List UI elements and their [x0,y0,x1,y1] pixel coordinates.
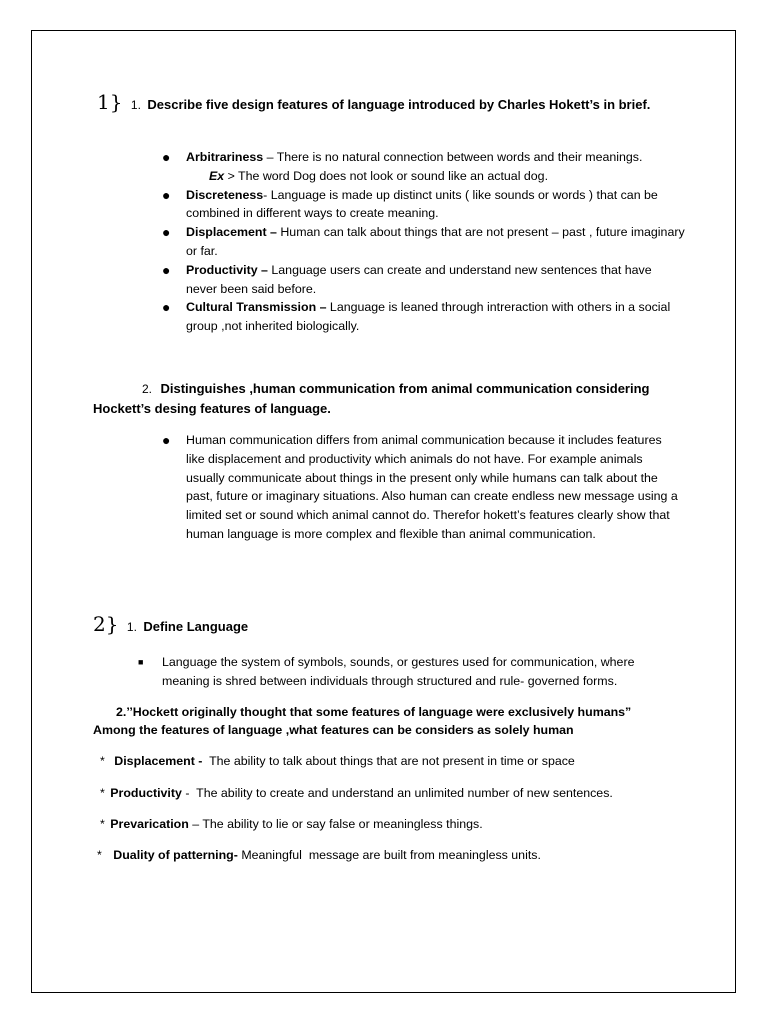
bullet-icon: ● [162,299,171,316]
question-2-number: 2. [142,382,153,396]
feature-term: Discreteness [186,187,264,202]
square-bullet-icon: ■ [138,657,144,667]
define-number: 1. [126,620,137,634]
star-term: Prevarication [110,817,189,831]
question-1-title: Describe five design features of language introduced by Charles Hokett’s in brief. [147,97,651,112]
star-item [100,752,575,770]
feature-text: Language users can create and understand new sentences that have never been said before. [186,262,652,296]
question-2b-line1: 2.’’Hockett originally thought that some features of language were exclusively humans” [116,705,632,719]
bullet-icon: ● [162,261,171,278]
feature-text: There is no natural connection between words and their meanings. [276,150,643,164]
question-2-line-1 [93,379,693,399]
feature-item [162,186,686,224]
example-label: Ex [209,168,225,183]
star-icon: * [100,786,105,800]
bullet-icon: ● [162,186,171,203]
star-term: Displacement - [114,754,203,768]
answer-2 [162,431,681,544]
star-text: - The ability to create and understand an unlimited number of new sentences. [181,786,613,800]
definition [138,653,682,691]
feature-term: Productivity – [186,262,268,277]
example-text: > The word Dog does not look or sound like an actual dog. [224,168,549,183]
star-item [100,784,613,802]
feature-text: Language is leaned through intreraction with others in a social group ,not inherited biologically. [186,300,671,334]
answer-2-text: Human communication differs from animal communication because it includes features like displacement and productivity which animals do not have. For example animals usually communicate about things in the present only while humans can talk about the past, future or imaginary situations. Also human can create endless new message using a limited set or sound which animal cannot do. Therefor hokett’s features clearly show that human language is more complex and flexible than animal communication. [186,433,678,541]
definition-item [138,653,682,691]
bullet-icon: ● [162,149,171,165]
question-2-title-line2: Hockett’s desing features of language. [93,401,331,416]
define-title: Define Language [143,619,249,634]
star-item [97,846,541,864]
star-term: Duality of patterning- [113,848,238,862]
feature-item [162,223,686,261]
bullet-icon: ● [162,224,171,241]
star-text: The ability to talk about things that are not present in time or space [202,754,575,768]
example-line [186,167,686,186]
star-term: Productivity [110,786,182,800]
feature-term: Cultural Transmission – [186,300,327,315]
feature-text: Language is made up distinct units ( like sounds or words ) that can be combined in different ways to create meaning. [186,187,658,221]
feature-item [162,261,686,299]
section-1-marker: 1} [97,90,123,114]
section-2-marker: 2} [93,612,119,636]
star-icon: * [97,848,102,862]
section-1-heading [97,92,650,115]
feature-term: Displacement – [186,225,277,240]
star-item [100,815,483,833]
star-icon: * [100,754,105,768]
feature-item [162,298,686,336]
answer-2-item [162,431,681,544]
feature-text: Human can talk about things that are not present – past , future imaginary or far. [186,225,685,258]
section-2-heading [93,614,248,637]
definition-text: Language the system of symbols, sounds, or gestures used for communication, where meaning is shred between individuals through structured and rule- governed forms. [162,655,635,688]
question-1-number: 1. [130,98,141,112]
features-list [162,148,686,336]
star-text: Meaningful message are built from meaningless units. [237,848,541,862]
question-2b-line2: Among the features of language ,what features can be considers as solely human [93,723,574,737]
feature-item [162,148,686,186]
feature-separator: – [263,150,277,164]
star-icon: * [100,817,105,831]
question-2-heading [93,379,693,419]
question-2-title-line1: Distinguishes ,human communication from animal communication considering [160,381,650,396]
bullet-icon: ● [162,432,171,448]
feature-separator: - [263,187,271,202]
star-text: – The ability to lie or say false or meaningless things. [188,817,483,831]
feature-term: Arbitrariness [186,150,264,164]
